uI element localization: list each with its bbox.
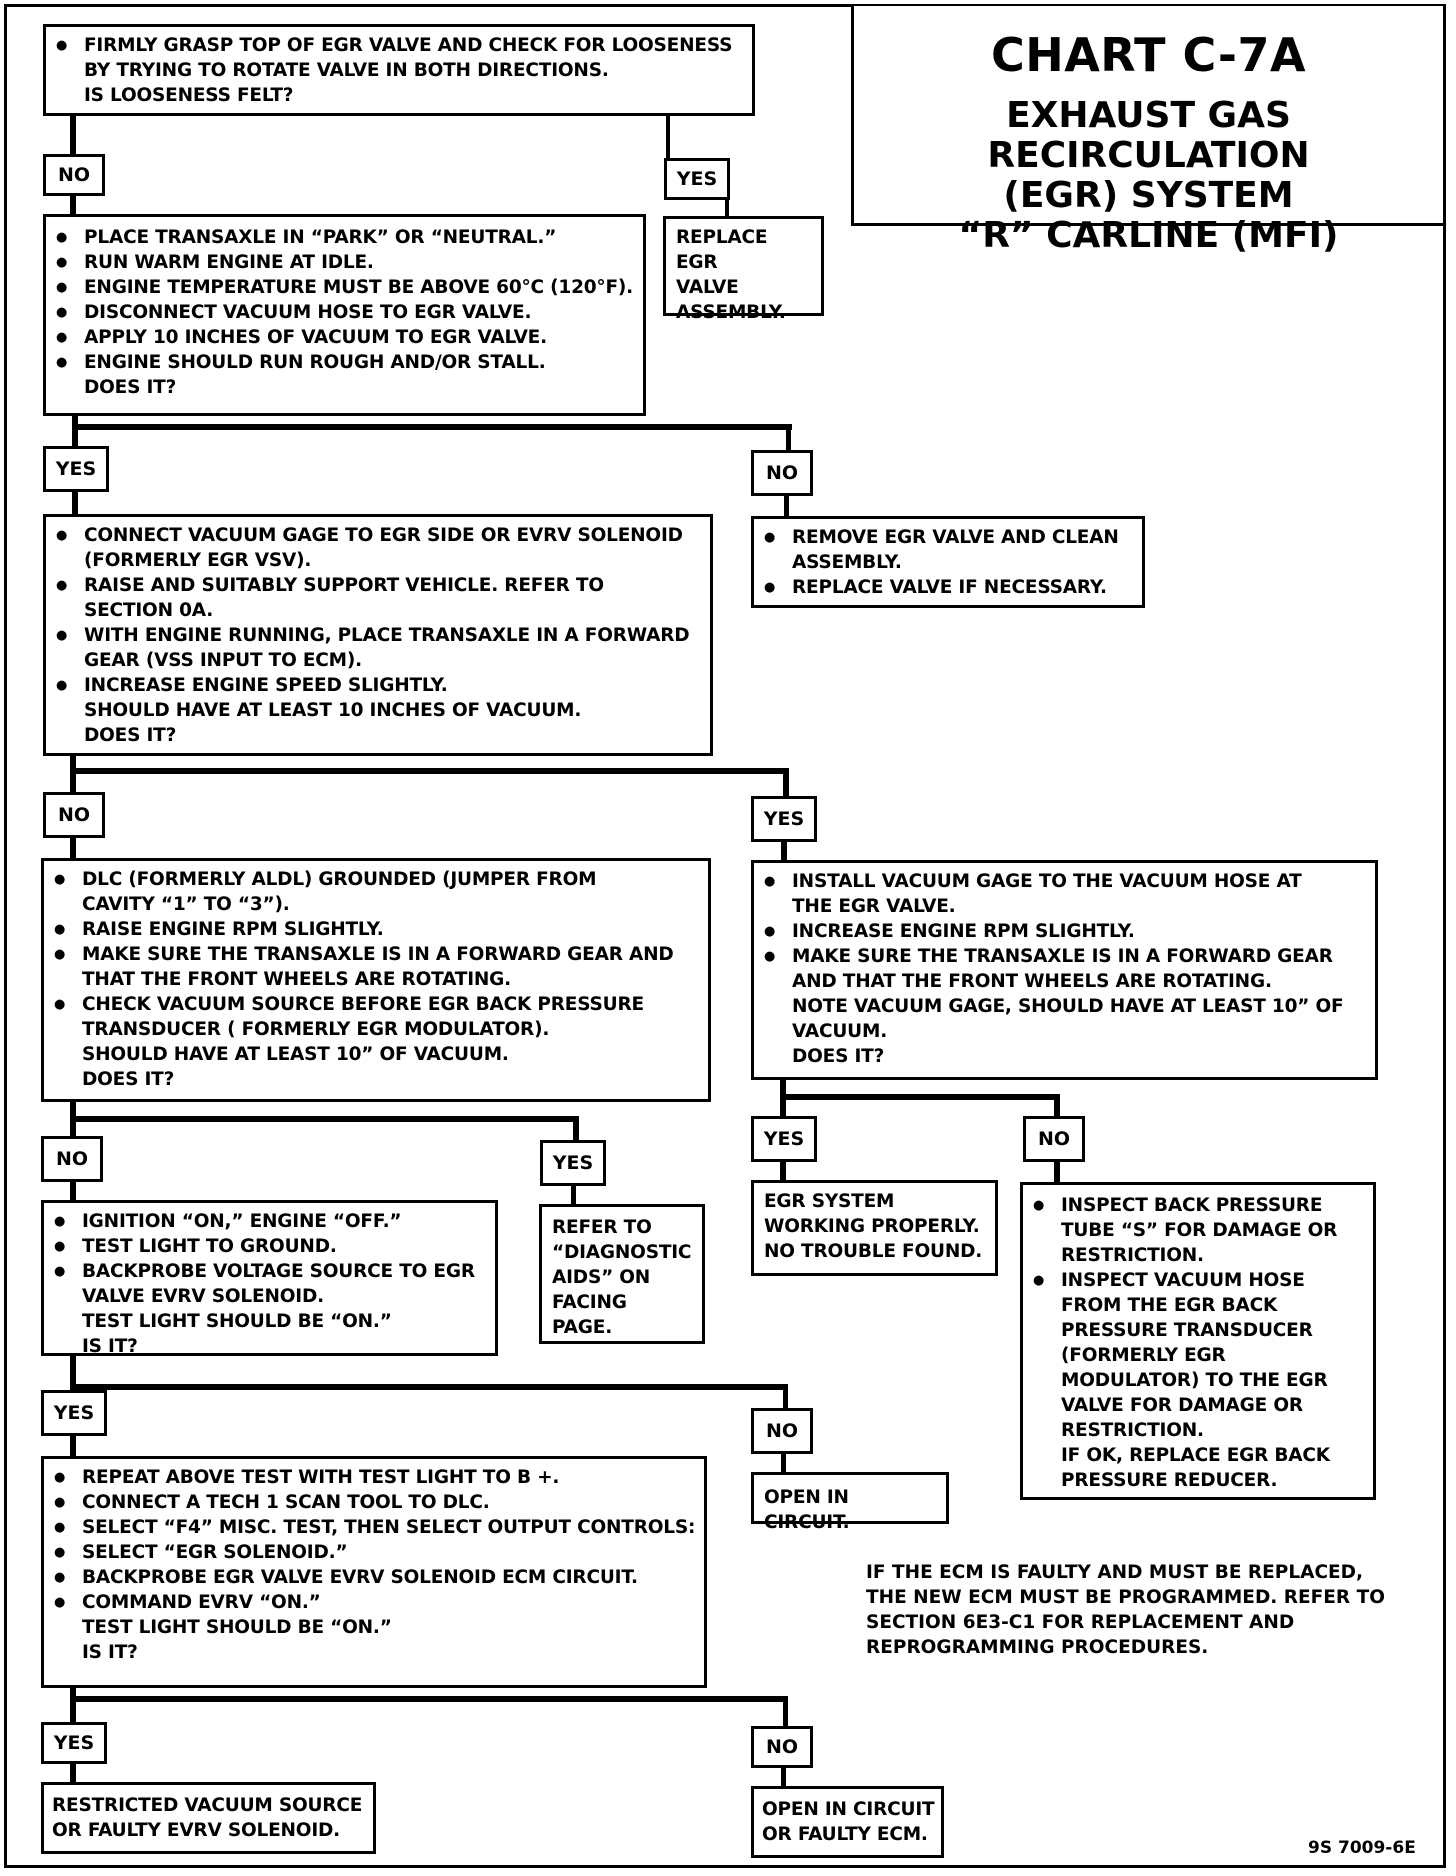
step-6-item: ● TEST LIGHT TO GROUND. — [52, 1234, 487, 1259]
yes-label: YES — [664, 158, 730, 200]
step-6-item: ● IGNITION “ON,” ENGINE “OFF.” — [52, 1209, 487, 1234]
yes-label: YES — [540, 1140, 606, 1186]
connector — [70, 768, 788, 774]
step-item: ● REMOVE EGR VALVE AND CLEAN ASSEMBLY. — [762, 525, 1134, 575]
connector — [70, 1686, 76, 1726]
step-5-item: ● INCREASE ENGINE RPM SLIGHTLY. — [762, 919, 1367, 944]
connector — [571, 1184, 576, 1206]
no-label: NO — [43, 154, 105, 196]
no-label: NO — [1023, 1116, 1085, 1162]
result-text: OPEN IN CIRCUIT OR FAULTY ECM. — [762, 1799, 935, 1845]
replace-egr-valve-box — [663, 216, 824, 323]
step-7-item: ● COMMAND EVRV “ON.” — [52, 1590, 696, 1615]
result-text: REFER TO “DIAGNOSTIC AIDS” ON FACING PAGE. — [552, 1217, 692, 1338]
step-7-question: TEST LIGHT SHOULD BE “ON.” IS IT? — [82, 1617, 392, 1663]
result-text: RESTRICTED VACUUM SOURCE OR FAULTY EVRV SOLENOID. — [52, 1795, 363, 1841]
remove-egr-valve-box — [751, 516, 1145, 608]
connector — [70, 1696, 788, 1702]
connector — [70, 1180, 76, 1202]
result-text: EGR SYSTEM WORKING PROPERLY. NO TROUBLE FOUND. — [764, 1191, 983, 1262]
step-3-question: SHOULD HAVE AT LEAST 10 INCHES OF VACUUM. DOES IT? — [84, 700, 582, 746]
figure-code: 9S 7009-6E — [1308, 1838, 1416, 1858]
connector — [70, 1384, 788, 1390]
step-1-text: ● FIRMLY GRASP TOP OF EGR VALVE AND CHECK FOR LOOSENESS BY TRYING TO ROTATE VALVE IN BOTH DIRECTIONS. IS LOOSENESS FELT? — [54, 33, 742, 108]
step-7-item: ● REPEAT ABOVE TEST WITH TEST LIGHT TO B +. — [52, 1465, 696, 1490]
connector — [725, 200, 729, 216]
yes-label: YES — [41, 1722, 107, 1764]
restricted-vacuum-box — [41, 1782, 376, 1854]
yes-label: YES — [43, 446, 109, 492]
open-or-faulty-ecm-box — [751, 1786, 944, 1858]
step-7-item: ● BACKPROBE EGR VALVE EVRV SOLENOID ECM CIRCUIT. — [52, 1565, 696, 1590]
step-7-item: ● SELECT “EGR SOLENOID.” — [52, 1540, 696, 1565]
connector — [70, 838, 76, 860]
connector — [784, 496, 789, 516]
chart-subtitle: EXHAUST GAS RECIRCULATION (EGR) SYSTEM “R” CARLINE (MFI) — [958, 95, 1339, 256]
step-2-item: ● ENGINE TEMPERATURE MUST BE ABOVE 60°C (120°F). — [54, 275, 635, 300]
step-1-box — [43, 24, 755, 116]
connector — [70, 114, 76, 154]
step-4-item: ● RAISE ENGINE RPM SLIGHTLY. — [52, 917, 700, 942]
connector — [783, 768, 789, 798]
no-label: NO — [41, 1136, 103, 1182]
step-4-item: ● CHECK VACUUM SOURCE BEFORE EGR BACK PRESSURE TRANSDUCER ( FORMERLY EGR MODULATOR). — [52, 992, 700, 1042]
connector — [781, 840, 787, 862]
system-ok-box — [751, 1180, 998, 1276]
connector — [780, 1160, 786, 1182]
connector — [70, 1116, 578, 1122]
connector — [70, 1762, 76, 1782]
inspect-back-pressure-box — [1020, 1182, 1376, 1500]
step-2-question: DOES IT? — [84, 377, 177, 398]
step-2-box — [43, 214, 646, 416]
result-text: OPEN IN CIRCUIT. — [764, 1487, 850, 1533]
step-2-item: ● PLACE TRANSAXLE IN “PARK” OR “NEUTRAL.” — [54, 225, 635, 250]
step-4-question: SHOULD HAVE AT LEAST 10” OF VACUUM. DOES IT? — [82, 1044, 509, 1090]
step-4-item: ● MAKE SURE THE TRANSAXLE IS IN A FORWARD GEAR AND THAT THE FRONT WHEELS ARE ROTATING. — [52, 942, 700, 992]
step-6-item: ● BACKPROBE VOLTAGE SOURCE TO EGR VALVE EVRV SOLENOID. — [52, 1259, 487, 1309]
step-2-item: ● RUN WARM ENGINE AT IDLE. — [54, 250, 635, 275]
step-3-item: ● WITH ENGINE RUNNING, PLACE TRANSAXLE IN A FORWARD GEAR (VSS INPUT TO ECM). — [54, 623, 702, 673]
step-3-box — [43, 514, 713, 756]
yes-label: YES — [41, 1390, 107, 1436]
connector — [70, 756, 76, 796]
step-5-box — [751, 860, 1378, 1080]
connector — [780, 1094, 1060, 1100]
step-2-item: ● APPLY 10 INCHES OF VACUUM TO EGR VALVE. — [54, 325, 635, 350]
no-label: NO — [751, 1726, 813, 1768]
step-3-item: ● RAISE AND SUITABLY SUPPORT VEHICLE. REFER TO SECTION 0A. — [54, 573, 702, 623]
step-question: IF OK, REPLACE EGR BACK PRESSURE REDUCER. — [1061, 1445, 1330, 1491]
ecm-note: IF THE ECM IS FAULTY AND MUST BE REPLACED, THE NEW ECM MUST BE PROGRAMMED. REFER TO SECTION 6E3-C1 FOR REPLACEMENT AND REPROGRAMMING PROCEDURES. — [866, 1562, 1385, 1658]
connector — [783, 1696, 788, 1726]
step-7-item: ● CONNECT A TECH 1 SCAN TOOL TO DLC. — [52, 1490, 696, 1515]
chart-id: CHART C-7A — [990, 28, 1307, 82]
yes-label: YES — [751, 796, 817, 842]
step-4-box — [41, 858, 711, 1102]
step-3-item: ● INCREASE ENGINE SPEED SLIGHTLY. — [54, 673, 702, 698]
connector — [72, 492, 78, 516]
step-5-question: NOTE VACUUM GAGE, SHOULD HAVE AT LEAST 10” OF VACUUM. DOES IT? — [792, 996, 1344, 1067]
step-5-item: ● INSTALL VACUUM GAGE TO THE VACUUM HOSE AT THE EGR VALVE. — [762, 869, 1367, 919]
step-item: ● INSPECT VACUUM HOSE FROM THE EGR BACK PRESSURE TRANSDUCER (FORMERLY EGR MODULATOR) TO THE EGR VALVE FOR DAMAGE OR RESTRICTION. — [1031, 1268, 1365, 1443]
step-item: ● REPLACE VALVE IF NECESSARY. — [762, 575, 1134, 600]
step-4-item: ● DLC (FORMERLY ALDL) GROUNDED (JUMPER FROM CAVITY “1” TO “3”). — [52, 867, 700, 917]
step-2-item: ● ENGINE SHOULD RUN ROUGH AND/OR STALL. — [54, 350, 635, 375]
step-item: ● INSPECT BACK PRESSURE TUBE “S” FOR DAMAGE OR RESTRICTION. — [1031, 1193, 1365, 1268]
no-label: NO — [43, 792, 105, 838]
no-label: NO — [751, 1408, 813, 1454]
yes-label: YES — [751, 1116, 817, 1162]
step-7-item: ● SELECT “F4” MISC. TEST, THEN SELECT OUTPUT CONTROLS: — [52, 1515, 696, 1540]
open-in-circuit-box — [751, 1472, 949, 1533]
connector — [666, 114, 670, 158]
diagnostic-aids-box — [539, 1204, 705, 1344]
step-3-item: ● CONNECT VACUUM GAGE TO EGR SIDE OR EVRV SOLENOID (FORMERLY EGR VSV). — [54, 523, 702, 573]
connector — [70, 196, 76, 214]
connector — [781, 1766, 786, 1786]
step-6-question: TEST LIGHT SHOULD BE “ON.” IS IT? — [82, 1311, 392, 1357]
step-6-box — [41, 1200, 498, 1356]
title-block — [851, 6, 1443, 256]
step-7-box — [41, 1456, 707, 1688]
no-label: NO — [751, 450, 813, 496]
connector — [72, 424, 792, 430]
step-5-item: ● MAKE SURE THE TRANSAXLE IS IN A FORWARD GEAR AND THAT THE FRONT WHEELS ARE ROTATING. — [762, 944, 1367, 994]
step-2-item: ● DISCONNECT VACUUM HOSE TO EGR VALVE. — [54, 300, 635, 325]
result-text: REPLACE EGR VALVE ASSEMBLY. — [676, 227, 786, 323]
